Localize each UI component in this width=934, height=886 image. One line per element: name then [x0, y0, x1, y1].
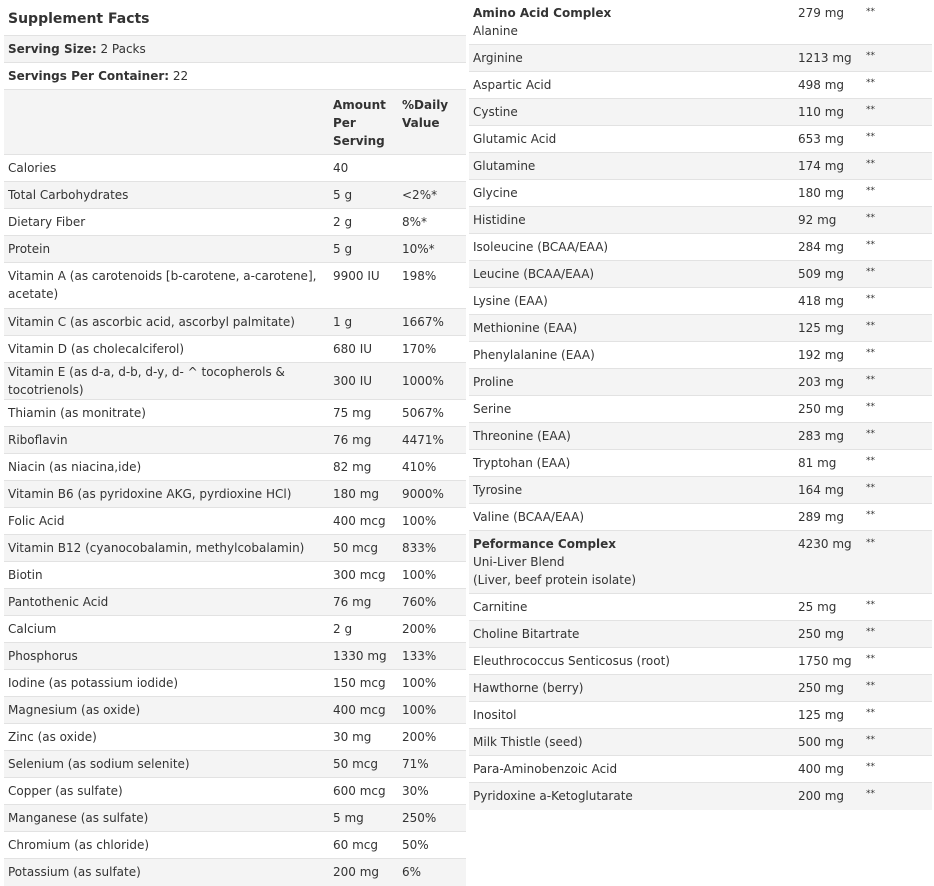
amount-cell: 50 mcg	[329, 751, 398, 778]
daily-value-header: %Daily Value	[398, 90, 466, 155]
amount-cell: 289 mg	[794, 504, 862, 531]
ingredient-name: Valine (BCAA/EAA)	[469, 504, 794, 531]
daily-value-cell: **	[866, 348, 875, 358]
amount-cell: 1 g	[329, 309, 398, 336]
table-row	[4, 209, 466, 236]
amount-cell: 400 mg	[794, 756, 862, 783]
nutrient-name: Selenium (as sodium selenite)	[4, 751, 329, 778]
serving-size-label: Serving Size:	[8, 42, 97, 56]
ingredient-name: Inositol	[469, 702, 794, 729]
daily-value-cell: 100%	[398, 562, 466, 589]
ingredient-name: Methionine (EAA)	[469, 315, 794, 342]
table-row	[4, 155, 466, 182]
daily-value-cell: **	[866, 375, 875, 385]
table-row	[4, 643, 466, 670]
amount-cell: 283 mg	[794, 423, 862, 450]
table-row	[469, 648, 932, 675]
daily-value-cell: 133%	[398, 643, 466, 670]
daily-value-cell: **	[866, 429, 875, 439]
amino-acid-complex-title: Amino Acid Complex	[473, 6, 612, 20]
daily-value-cell: 100%	[398, 670, 466, 697]
ingredient-name: Tryptohan (EAA)	[469, 450, 794, 477]
table-row	[469, 126, 932, 153]
amount-cell: 300 IU	[329, 363, 398, 400]
daily-value-cell	[398, 155, 466, 182]
table-row	[4, 670, 466, 697]
nutrient-name: Chromium (as chloride)	[4, 832, 329, 859]
supplement-facts-right-panel	[469, 0, 932, 810]
nutrient-name: Folic Acid	[4, 508, 329, 535]
nutrient-name: Niacin (as niacina,ide)	[4, 454, 329, 481]
table-row	[4, 751, 466, 778]
amount-cell: 418 mg	[794, 288, 862, 315]
amount-cell: 5 mg	[329, 805, 398, 832]
ingredient-name: Cystine	[469, 99, 794, 126]
table-row	[4, 236, 466, 263]
ingredient-name: Choline Bitartrate	[469, 621, 794, 648]
uni-liver-blend: Uni-Liver Blend	[473, 555, 565, 569]
ingredient-name: Arginine	[469, 45, 794, 72]
amino-acid-complex-first-item: Alanine	[473, 24, 518, 38]
amount-cell: 509 mg	[794, 261, 862, 288]
daily-value-cell: 100%	[398, 508, 466, 535]
ingredient-name: Aspartic Acid	[469, 72, 794, 99]
amount-cell: 125 mg	[794, 315, 862, 342]
table-row	[4, 363, 466, 400]
nutrient-name: Potassium (as sulfate)	[4, 859, 329, 886]
daily-value-cell: 410%	[398, 454, 466, 481]
amount-cell: 174 mg	[794, 153, 862, 180]
daily-value-cell: **	[866, 789, 875, 800]
daily-value-cell: 8%*	[398, 209, 466, 236]
uni-liver-blend-detail: (Liver, beef protein isolate)	[473, 573, 637, 587]
ingredient-name: Glutamic Acid	[469, 126, 794, 153]
daily-value-cell: **	[866, 735, 875, 745]
amount-per-serving-header: Amount Per Serving	[329, 90, 398, 155]
table-row	[4, 263, 466, 309]
ingredient-name: Threonine (EAA)	[469, 423, 794, 450]
nutrient-name: Vitamin E (as d-a, d-b, d-y, d- ^ tocopherols & tocotrienols)	[4, 363, 329, 400]
daily-value-cell: **	[866, 78, 875, 88]
table-row	[4, 562, 466, 589]
amount-cell: 200 mg	[329, 859, 398, 886]
daily-value-cell: **	[866, 240, 875, 250]
table-row	[469, 261, 932, 288]
amount-cell: 500 mg	[794, 729, 862, 756]
table-row	[4, 616, 466, 643]
daily-value-cell: 9000%	[398, 481, 466, 508]
daily-value-cell: **	[866, 600, 875, 610]
daily-value-cell: **	[866, 654, 875, 664]
table-row	[469, 396, 932, 423]
daily-value-cell: 200%	[398, 616, 466, 643]
table-row	[4, 778, 466, 805]
nutrient-name: Calories	[4, 155, 329, 182]
supplement-facts-left-panel	[4, 0, 466, 886]
table-row	[469, 45, 932, 72]
table-row	[4, 589, 466, 616]
table-row	[469, 477, 932, 504]
table-row	[469, 288, 932, 315]
amount-cell: 284 mg	[794, 234, 862, 261]
ingredient-name: Glycine	[469, 180, 794, 207]
table-row	[4, 427, 466, 454]
table-row	[469, 369, 932, 396]
daily-value-cell: 170%	[398, 336, 466, 363]
ingredient-name: Serine	[469, 396, 794, 423]
daily-value-cell: **	[866, 186, 875, 196]
ingredient-name: Eleuthrococcus Senticosus (root)	[469, 648, 794, 675]
daily-value-cell: **	[866, 105, 875, 115]
ingredient-name: Leucine (BCAA/EAA)	[469, 261, 794, 288]
amount-cell: 82 mg	[329, 454, 398, 481]
amount-cell: 300 mcg	[329, 562, 398, 589]
nutrient-name: Total Carbohydrates	[4, 182, 329, 209]
nutrient-name: Zinc (as oxide)	[4, 724, 329, 751]
amount-cell: 400 mcg	[329, 508, 398, 535]
performance-complex-title: Peformance Complex	[473, 537, 617, 551]
ingredient-name: Pyridoxine a-Ketoglutarate	[469, 783, 794, 810]
table-row	[469, 450, 932, 477]
amount-cell: 60 mcg	[329, 832, 398, 859]
daily-value-cell: 50%	[398, 832, 466, 859]
daily-value-cell: **	[866, 51, 875, 61]
amount-cell: 192 mg	[794, 342, 862, 369]
ingredient-name: Milk Thistle (seed)	[469, 729, 794, 756]
amount-cell: 250 mg	[794, 621, 862, 648]
nutrient-name: Calcium	[4, 616, 329, 643]
daily-value-cell: **	[866, 402, 875, 412]
amount-cell: 400 mcg	[329, 697, 398, 724]
table-row	[469, 315, 932, 342]
daily-value-cell: **	[866, 681, 875, 691]
daily-value-cell: 198%	[398, 263, 466, 309]
table-row	[469, 207, 932, 234]
performance-complex-row	[469, 531, 932, 594]
amount-cell: 50 mcg	[329, 535, 398, 562]
daily-value-cell: 1000%	[398, 363, 466, 400]
daily-value-cell: **	[866, 708, 875, 718]
column-header-row	[4, 90, 466, 155]
daily-value-cell: **	[866, 213, 875, 223]
daily-value-cell: 250%	[398, 805, 466, 832]
nutrient-name: Thiamin (as monitrate)	[4, 400, 329, 427]
daily-value-cell: **	[866, 159, 875, 169]
ingredient-name: Para-Aminobenzoic Acid	[469, 756, 794, 783]
nutrient-name: Copper (as sulfate)	[4, 778, 329, 805]
table-row	[469, 729, 932, 756]
daily-value-cell: 71%	[398, 751, 466, 778]
table-row	[469, 756, 932, 783]
nutrient-name: Manganese (as sulfate)	[4, 805, 329, 832]
servings-per-container-label: Servings Per Container:	[8, 69, 170, 83]
serving-size-row	[4, 36, 466, 63]
daily-value-cell: **	[866, 538, 875, 548]
daily-value-cell: **	[866, 267, 875, 277]
daily-value-cell: 100%	[398, 697, 466, 724]
nutrient-name: Iodine (as potassium iodide)	[4, 670, 329, 697]
table-row	[469, 621, 932, 648]
amount-cell: 2 g	[329, 616, 398, 643]
ingredient-name: Phenylalanine (EAA)	[469, 342, 794, 369]
daily-value-cell: 760%	[398, 589, 466, 616]
table-row	[469, 234, 932, 261]
amount-cell: 9900 IU	[329, 263, 398, 309]
table-row	[469, 702, 932, 729]
amount-cell: 653 mg	[794, 126, 862, 153]
nutrient-name: Dietary Fiber	[4, 209, 329, 236]
serving-size-value: 2 Packs	[96, 42, 146, 56]
daily-value-cell: **	[866, 510, 875, 520]
daily-value-cell: 833%	[398, 535, 466, 562]
complex-table	[469, 0, 932, 810]
table-row	[469, 675, 932, 702]
nutrient-name: Riboflavin	[4, 427, 329, 454]
daily-value-cell: 30%	[398, 778, 466, 805]
table-row	[469, 783, 932, 810]
daily-value-cell: 10%*	[398, 236, 466, 263]
nutrient-name: Vitamin B6 (as pyridoxine AKG, pyrdioxine HCl)	[4, 481, 329, 508]
daily-value-cell: **	[866, 762, 875, 772]
servings-per-container-row	[4, 63, 466, 90]
table-row	[469, 594, 932, 621]
table-row	[4, 508, 466, 535]
amount-cell: 600 mcg	[329, 778, 398, 805]
ingredient-name: Hawthorne (berry)	[469, 675, 794, 702]
amount-cell: 2 g	[329, 209, 398, 236]
ingredient-name: Isoleucine (BCAA/EAA)	[469, 234, 794, 261]
amount-cell: 1213 mg	[794, 45, 862, 72]
amount-cell: 30 mg	[329, 724, 398, 751]
amount-cell: 250 mg	[794, 396, 862, 423]
table-row	[4, 309, 466, 336]
nutrient-name: Pantothenic Acid	[4, 589, 329, 616]
table-row	[4, 859, 466, 886]
amount-cell: 125 mg	[794, 702, 862, 729]
daily-value-cell: **	[866, 321, 875, 331]
amount-cell: 75 mg	[329, 400, 398, 427]
amount-cell: 680 IU	[329, 336, 398, 363]
daily-value-cell: 5067%	[398, 400, 466, 427]
table-row	[469, 72, 932, 99]
ingredient-name: Lysine (EAA)	[469, 288, 794, 315]
ingredient-name: Histidine	[469, 207, 794, 234]
ingredient-name: Tyrosine	[469, 477, 794, 504]
table-row	[469, 180, 932, 207]
servings-per-container-value: 22	[169, 69, 189, 83]
amount-cell: 180 mg	[794, 180, 862, 207]
nutrient-name: Phosphorus	[4, 643, 329, 670]
nutrient-name: Vitamin D (as cholecalciferol)	[4, 336, 329, 363]
daily-value-cell: **	[866, 627, 875, 637]
nutrient-name: Magnesium (as oxide)	[4, 697, 329, 724]
supplement-facts-table	[4, 0, 466, 886]
ingredient-name: Carnitine	[469, 594, 794, 621]
ingredient-name: Proline	[469, 369, 794, 396]
table-row	[4, 336, 466, 363]
amount-cell: 92 mg	[794, 207, 862, 234]
daily-value-cell: 4471%	[398, 427, 466, 454]
table-row	[4, 481, 466, 508]
daily-value-cell: 1667%	[398, 309, 466, 336]
amount-cell: 76 mg	[329, 427, 398, 454]
amount-cell: 180 mg	[329, 481, 398, 508]
amount-cell: 5 g	[329, 236, 398, 263]
amount-cell: 4230 mg	[794, 531, 862, 594]
amount-cell: 498 mg	[794, 72, 862, 99]
amount-cell: 150 mcg	[329, 670, 398, 697]
title-row	[4, 0, 466, 36]
ingredient-name: Glutamine	[469, 153, 794, 180]
amount-cell: 279 mg	[798, 6, 845, 20]
amount-cell: 81 mg	[794, 450, 862, 477]
table-row	[4, 535, 466, 562]
table-row	[4, 805, 466, 832]
table-row	[4, 454, 466, 481]
daily-value-cell: 200%	[398, 724, 466, 751]
daily-value-cell: **	[866, 7, 875, 17]
amount-cell: 5 g	[329, 182, 398, 209]
supplement-facts-title: Supplement Facts	[8, 10, 150, 27]
daily-value-cell: **	[866, 294, 875, 304]
table-row	[4, 724, 466, 751]
table-row	[469, 99, 932, 126]
daily-value-cell: **	[866, 483, 875, 493]
daily-value-cell: **	[866, 132, 875, 142]
amount-cell: 40	[329, 155, 398, 182]
daily-value-cell: <2%*	[398, 182, 466, 209]
table-row	[469, 423, 932, 450]
amount-cell: 1750 mg	[794, 648, 862, 675]
table-row	[469, 153, 932, 180]
amount-cell: 25 mg	[794, 594, 862, 621]
amount-cell: 250 mg	[794, 675, 862, 702]
daily-value-cell: 6%	[398, 859, 466, 886]
amount-cell: 164 mg	[794, 477, 862, 504]
nutrient-name: Biotin	[4, 562, 329, 589]
amount-cell: 76 mg	[329, 589, 398, 616]
table-row	[4, 697, 466, 724]
amount-cell: 1330 mg	[329, 643, 398, 670]
nutrient-name: Vitamin A (as carotenoids [b-carotene, a-carotene], acetate)	[4, 263, 329, 309]
nutrient-name: Vitamin B12 (cyanocobalamin, methylcobalamin)	[4, 535, 329, 562]
nutrient-name: Vitamin C (as ascorbic acid, ascorbyl palmitate)	[4, 309, 329, 336]
table-row	[469, 342, 932, 369]
table-row	[469, 504, 932, 531]
amino-acid-complex-row	[469, 0, 932, 45]
table-row	[4, 400, 466, 427]
daily-value-cell: **	[866, 456, 875, 466]
table-row	[4, 832, 466, 859]
nutrient-name: Protein	[4, 236, 329, 263]
amount-cell: 110 mg	[794, 99, 862, 126]
table-row	[4, 182, 466, 209]
amount-cell: 203 mg	[794, 369, 862, 396]
amount-cell: 200 mg	[794, 783, 862, 810]
